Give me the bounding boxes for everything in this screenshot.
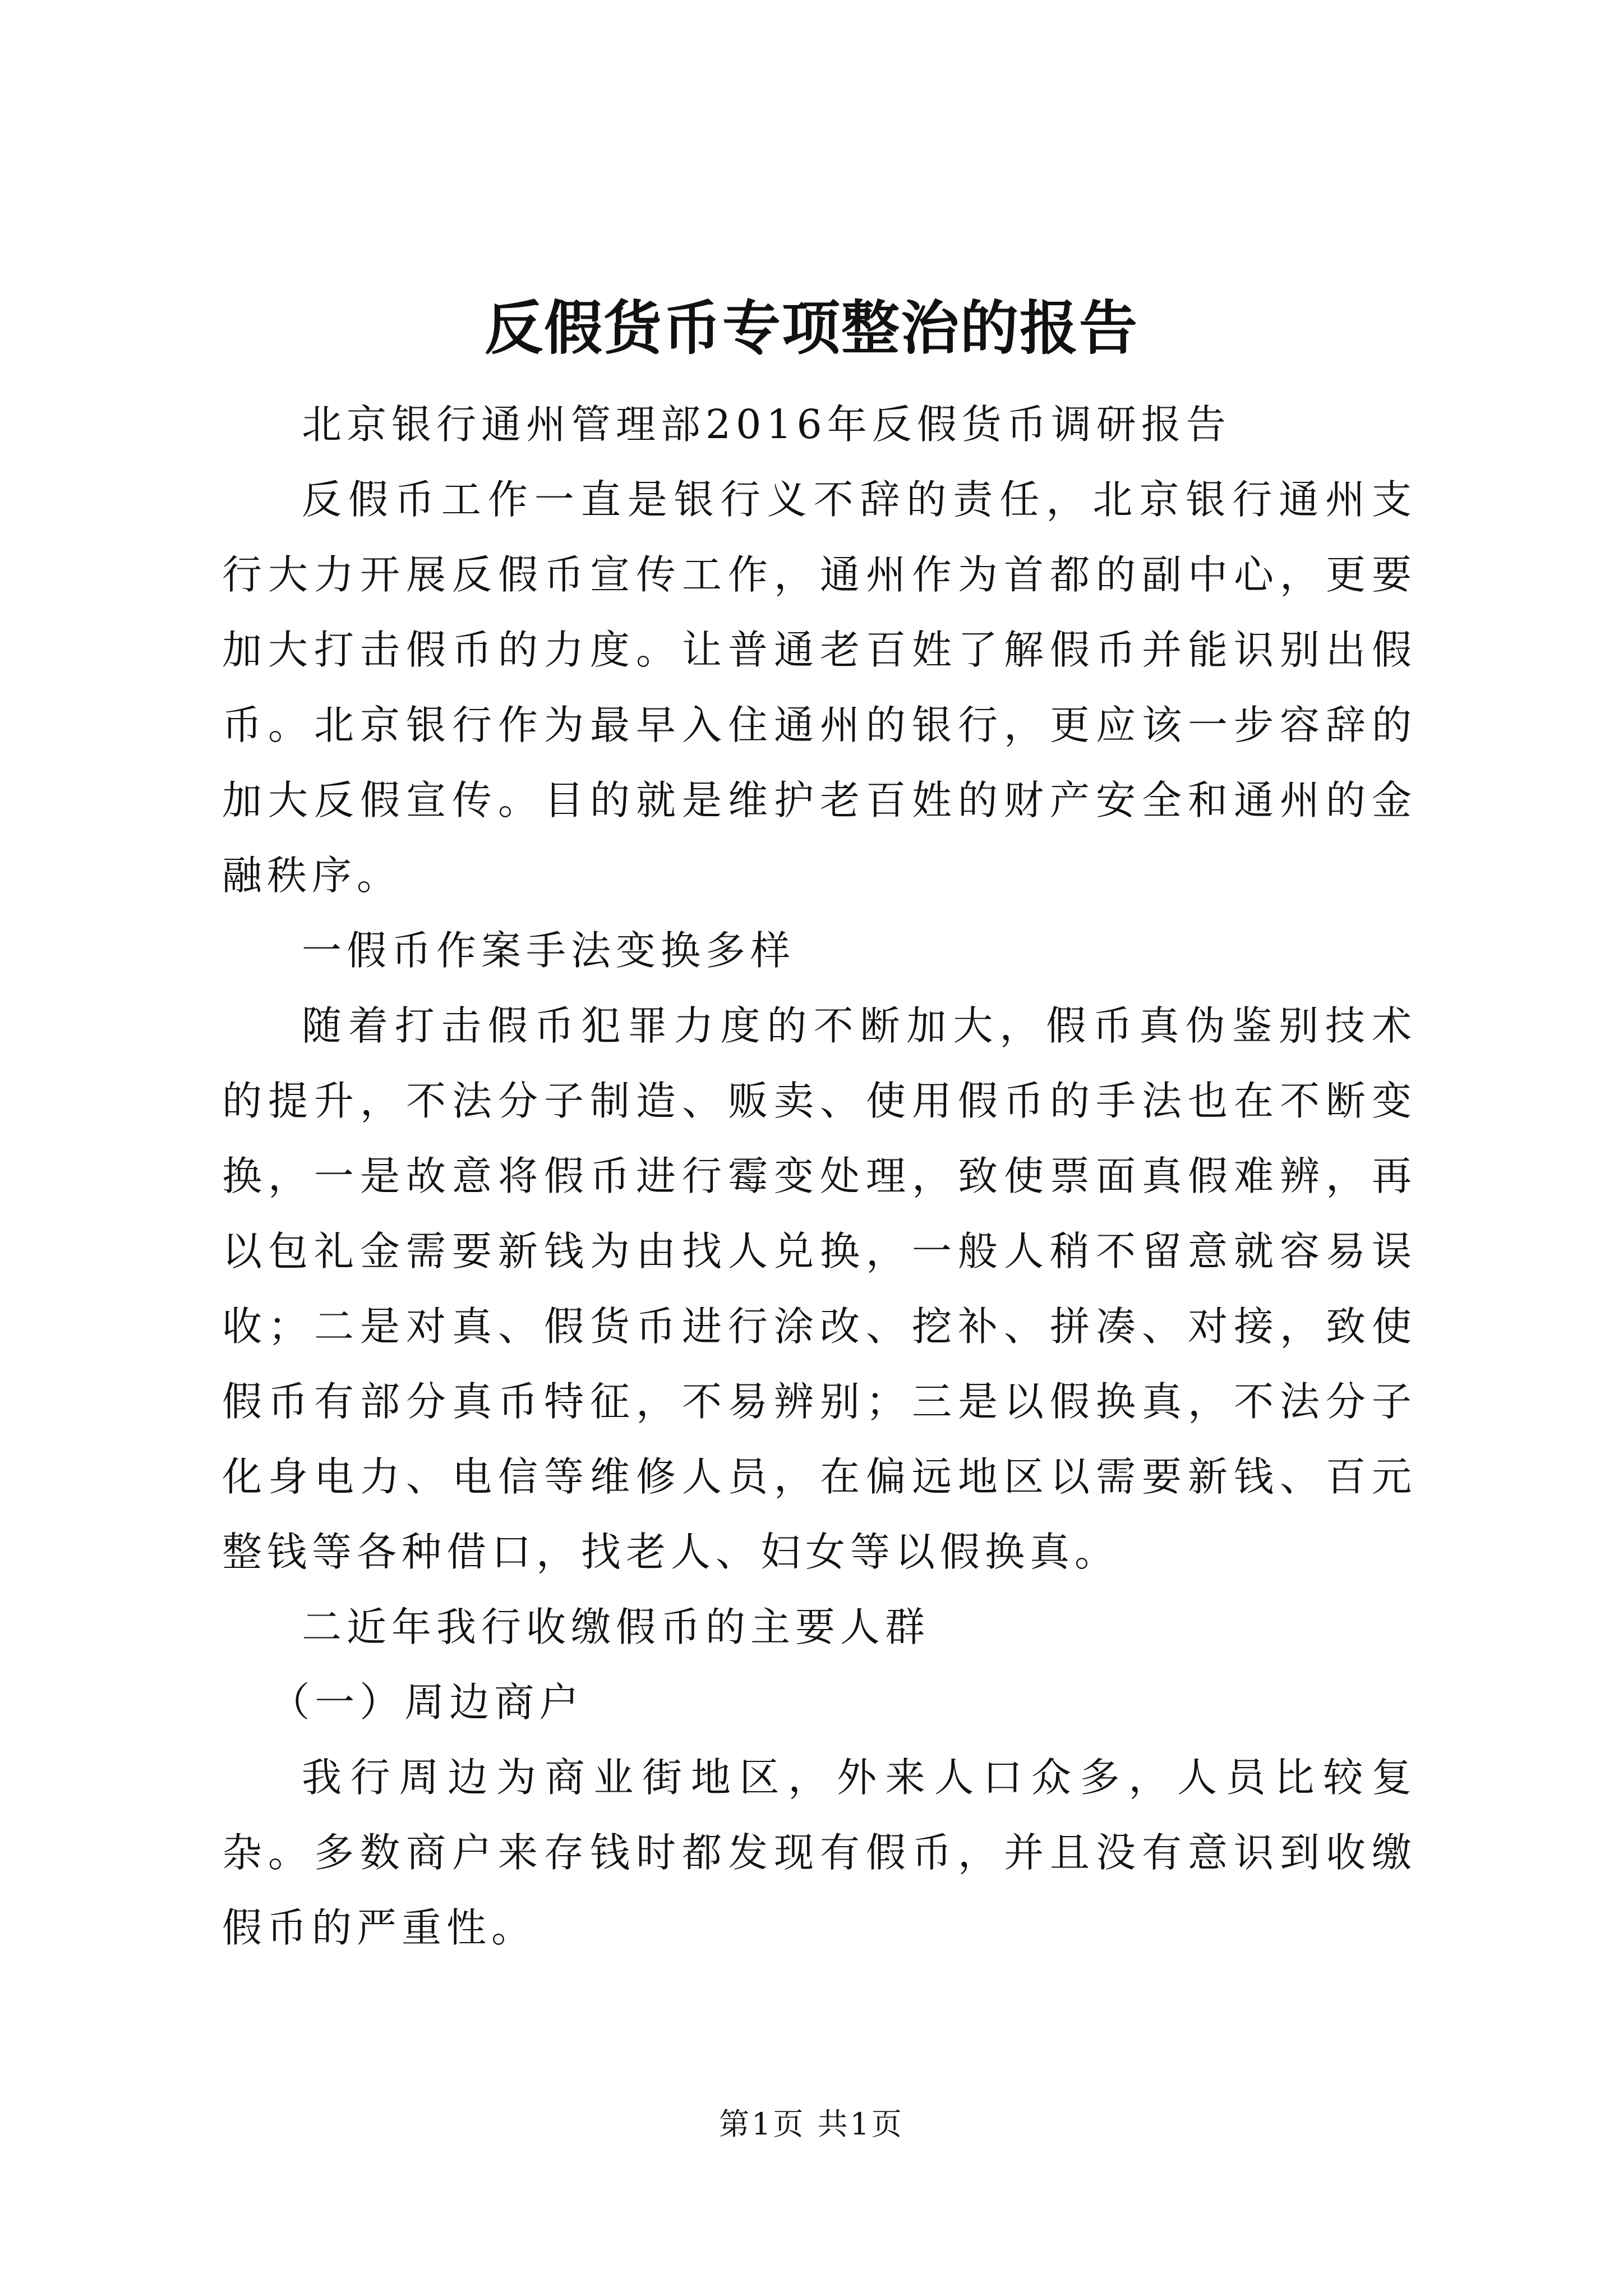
report-subtitle: 北京银行通州管理部2016年反假货币调研报告 [302, 401, 1231, 448]
paragraph-merchants: 我行周边为商业街地区，外来人口众多，人员比较复杂。多数商户来存钱时都发现有假币，并且没有意识到收缴假币的严重性。 [222, 1754, 1417, 1951]
document-title: 反假货币专项整治的报告 [484, 293, 1138, 362]
document-body [222, 387, 1417, 1966]
subsection-heading: （一）周边商户 [270, 1679, 584, 1726]
section-heading-2: 二近年我行收缴假币的主要人群 [302, 1604, 930, 1650]
page-footer: 第1页 共1页 [719, 2106, 904, 2142]
paragraph-intro: 反假币工作一直是银行义不辞的责任，北京银行通州支行大力开展反假币宣传工作，通州作为首都的副中心，更要加大打击假币的力度。让普通老百姓了解假币并能识别出假币。北京银行作为最早入住通州的银行，更应该一步容辞的加大反假宣传。目的就是维护老百姓的财产安全和通州的金融秩序。 [222, 476, 1417, 899]
paragraph-methods: 随着打击假币犯罪力度的不断加大，假币真伪鉴别技术的提升，不法分子制造、贩卖、使用假币的手法也在不断变换，一是故意将假币进行霉变处理，致使票面真假难辨，再以包礼金需要新钱为由找人兑换，一般人稍不留意就容易误收；二是对真、假货币进行涂改、挖补、拼凑、对接，致使假币有部分真币特征，不易辨别；三是以假换真，不法分子化身电力、电信等维修人员，在偏远地区以需要新钱、百元整钱等各种借口，找老人、妇女等以假换真。 [222, 1002, 1417, 1575]
section-heading-1: 一假币作案手法变换多样 [302, 927, 796, 974]
